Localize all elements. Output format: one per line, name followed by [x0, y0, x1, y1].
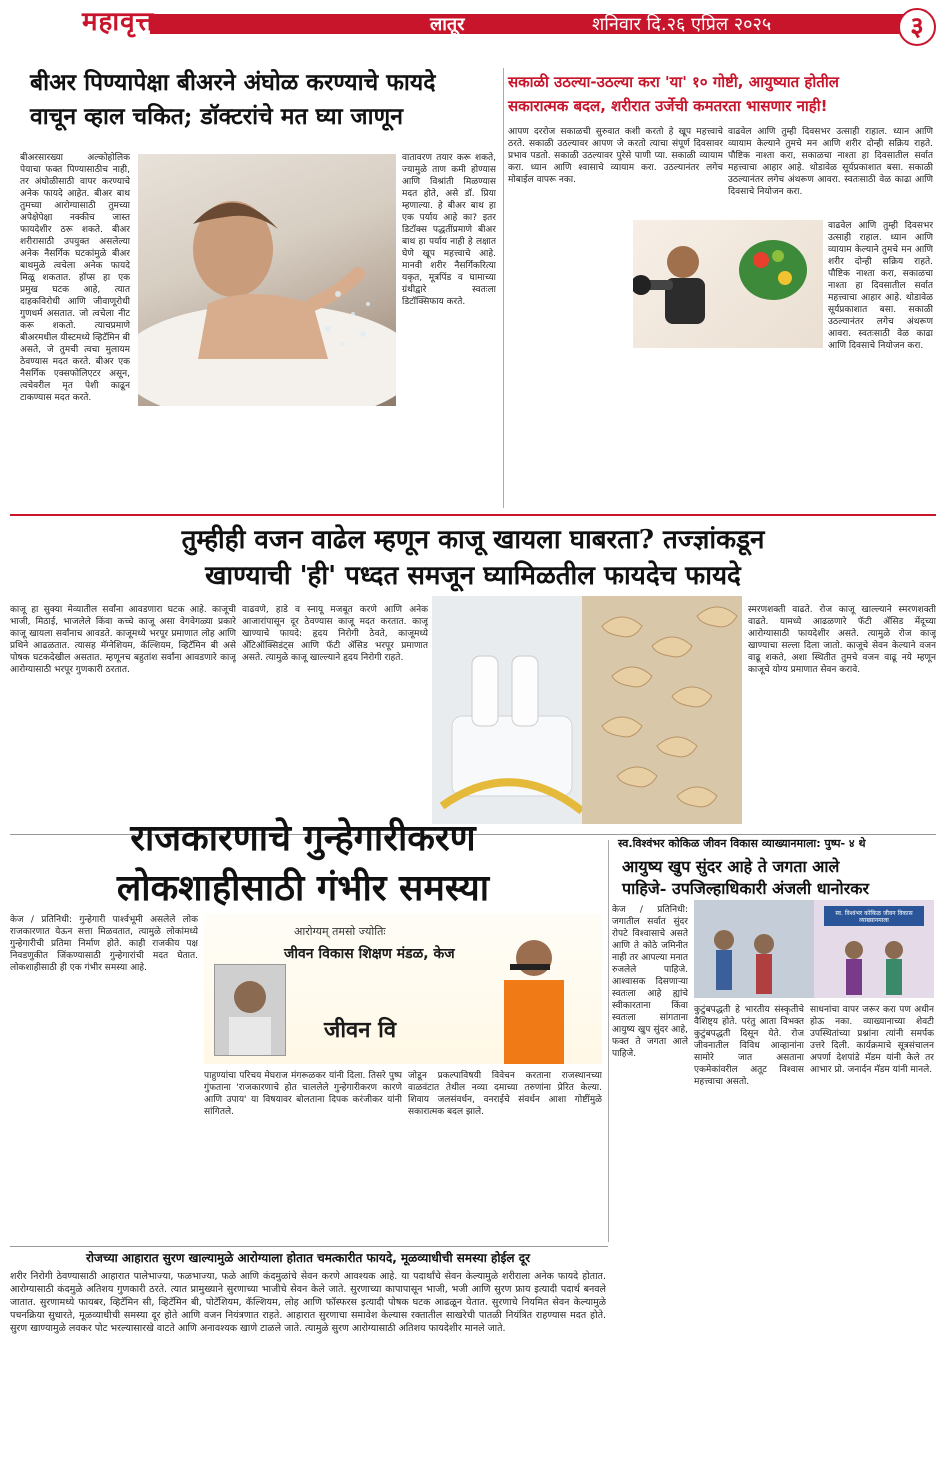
- article-politics-col2: पाहुण्यांचा परिचय मेघराज मंगरूळकर यांनी दिला. तिसरे पुष्प गुंफताना 'राजकारणाचे होत चाललेले गुन्हेगारीकरण कारणे आणि उपाय' या विषयावर बोलताना दिपक करंजीकर यांनी सांगितले.: [204, 1071, 402, 1117]
- cashew-illustration: [432, 596, 742, 824]
- article-life-col3: साधनांचा वापर जरूर करा पण अधीन होऊ नका. व्याख्यानाच्या शेवटी उपस्थितांच्या प्रश्नांना त्यांनी समर्पक उत्तरे दिली. कार्यक्रमाचे सूत्रसंचालन अपर्णा देशपांडे मॅडम यांनी केले तर आभार प्रो. जनार्दन मॅडम यांनी मानले.: [810, 1005, 934, 1075]
- article-suran-body: शरीर निरोगी ठेवण्यासाठी आहारात पालेभाज्या, फळभाज्या, फळे आणि कंदमुळांचे सेवन करणे आवश्यक आहे. या पदार्थांचे सेवन केल्यामुळे शरीराला अनेक फायदे होतात. आरोग्यासाठी कंदमुळे अतिशय गुणकारी ठरते. त्यात प्रामुख्याने सुरणाच्या भाजीचे सेवन केले जाते. सुरणाच्या कापापासून भाजी, भजी आणि सुरण फ्राय इत्यादी पदार्थ बनवले जातात. सुरणामध्ये फायबर, व्हिटॅमिन सी, व्हिटॅमिन बी, पोटॅशियम, कॅल्शियम, लोह आणि फॉस्फरस इत्यादी पोषक घटक आढळून येतात. सुरणाचे नियमित सेवन केल्यामुळे पचनक्रिया सुधारते, मूळव्याधीची समस्या दूर होते आणि वजन नियंत्रणात राहते. आहारात सुरणाचा समावेश केल्यास रक्तातील साखरेची पातळी नियंत्रित राहण्यास मदत होते. सुरण खाण्यामुळे लवकर पोट भरल्यासारखे वाटते आणि अनावश्यक खाणे टाळले जाते. त्यामुळे सुरण आरोग्यासाठी अतिशय फायदेशीर मानले जाते.: [10, 1271, 606, 1334]
- edition-date: शनिवार दि.२६ एप्रिल २०२५: [592, 14, 772, 35]
- bath-illustration: [138, 154, 396, 406]
- article-life-beautiful: [612, 834, 936, 1474]
- article-beer-bath-title-line2: वाचून व्हाल चकित; डॉक्टरांचे मत घ्या जाणून: [30, 103, 403, 130]
- article-life-title-line2: पाहिजे- उपजिल्हाधिकारी अंजली धानोरकर: [622, 879, 870, 898]
- section-rule-3: [10, 1246, 608, 1247]
- article-morning-habits-title-line2: सकारात्मक बदल, शरीरात उर्जेची कमतरता भासणार नाही!: [508, 97, 828, 115]
- event-collage-photo: [694, 900, 934, 998]
- masthead: [0, 0, 945, 46]
- banner-line1: आरोग्यम् तमसो ज्योतिः: [294, 925, 386, 938]
- section-rule: [10, 514, 936, 516]
- column-divider-2: [608, 840, 609, 1242]
- article-beer-bath-col1: बीअरसारख्या अल्कोहोलिक पेयाचा फक्त पिण्यासाठीच नाही, तर अंघोळीसाठी वापर करण्याचे अनेक फायदे आहेत. बीअर बाथ तुमच्या आरोग्यासाठी तुमच्या अपेक्षेपेक्षा नक्कीच जास्त फायदेशीर ठरू शकते. बीअर शरीरासाठी उपयुक्त असलेल्या अनेक नैसर्गिक घटकांमुळे बीअर बाथमुळे त्वचेला अनेक फायदे मिळू शकतात. हॉप्स हा एक प्रमुख घटक आहे, त्यात दाहकविरोधी आणि जीवाणूरोधी गुणधर्म असतात. जो त्वचेला नीट करू शकतो. त्याचप्रमाणे बीअरमधील यीस्टमध्ये व्हिटॅमिन बी असते, जे तुमची त्वचा मुलायम ठेवण्यास मदत करते. बीअर एक नैसर्गिक एक्सफोलिएटर असून, त्वचेवरील मृत पेशी काढून टाकण्यास मदत करते.: [20, 153, 130, 403]
- fitness-illustration: [633, 220, 823, 348]
- article-cashew-title-line2: खाण्याची 'ही' पध्दत समजून घ्यामिळतील फायदेच फायदे: [205, 561, 741, 591]
- article-politics-col1: केज / प्रतिनिधी: गुन्हेगारी पार्श्वभूमी असलेले लोक राजकारणात येऊन सत्ता मिळवतात, त्यामुळे लोकांमध्ये गुन्हेगारीची प्रतिमा निर्माण होते. काही राजकीय पक्ष निवडणुकीत जिंकण्यासाठी गुन्हेगारांची मदत घेतात. लोकशाहीसाठी ही एक गंभीर समस्या आहे.: [10, 915, 198, 973]
- article-morning-habits-col1: आपण दररोज सकाळची सुरुवात कशी करतो हे खूप महत्त्वाचे ठरते. सकाळी उठल्यावर आपण जे करतो त्याचा संपूर्ण दिवसावर प्रभाव पडतो. सकाळी उठल्यावर पुरेसे पाणी प्या. सकाळी व्यायाम करा. ध्यान आणि श्वासाचे व्यायाम करा. उठल्यानंतर लगेच मोबाईल वापरू नका.: [508, 127, 723, 185]
- article-life-col2: कुटुंबपद्धती हे भारतीय संस्कृतीचे वैशिष्ट्य होते. परंतु आता विभक्त कुटुंबपद्धती दिसून येते. रोज जीवनातील विविध आव्हानांना सामोरे जात असताना एकमेकांवरील अतूट विश्वास महत्त्वाचा असतो.: [694, 1005, 804, 1087]
- collage-banner-text: स्व. विश्वंभर कोकिळ जीवन विकास व्याख्यानमाला: [835, 910, 913, 924]
- speaker-event-photo: [204, 914, 602, 1064]
- article-beer-bath: [10, 68, 500, 508]
- banner-line2: जीवन विकास शिक्षण मंडळ, केज: [284, 946, 455, 962]
- newspaper-logo: महावृत्त: [82, 7, 155, 37]
- article-politics-title-line1: राजकारणाचे गुन्हेगारीकरण: [130, 817, 476, 859]
- article-life-title-line1: आयुष्य खुप सुंदर आहे ते जगता आले: [622, 857, 840, 876]
- edition-city: लातूर: [430, 14, 465, 35]
- article-politics: [10, 812, 606, 1244]
- article-cashew-title-line1: तुम्हीही वजन वाढेल म्हणून काजू खायला घाबरता? तज्ज्ञांकडून: [181, 525, 765, 555]
- article-cashew-col1: काजू हा सुक्या मेव्यातील सर्वांना आवडणारा घटक आहे. काजूची भाजी, मिठाई, भाजलेले किंवा कच्चे काजू असा वेगवेगळ्या प्रकारे काजू खायला सर्वांनाच आवडते. काजूमध्ये भरपूर प्रमाणात लोह आणि प्रथिने आढळतात. त्यासह मॅग्नेशियम, कॅल्शियम, व्हिटॅमिन बी असे पोषक घटकदेखील असतात. म्हणूनच बहुतांश सर्वांना आवडणारे काजू आरोग्यासाठी भरपूर गुणकारी ठरतात.: [10, 605, 236, 675]
- speaker-illustration: [474, 924, 594, 1064]
- article-suran: [10, 1250, 606, 1480]
- article-morning-habits-title-line1: सकाळी उठल्या-उठल्या करा 'या' १० गोष्टी, आयुष्यात होतील: [508, 73, 839, 91]
- portrait-inset: [214, 964, 286, 1056]
- article-cashew: [10, 524, 936, 830]
- article-life-kicker: स्व.विश्वंभर कोकिळ जीवन विकास व्याख्यानमाला: पुष्प- ४ थे: [618, 837, 866, 850]
- article-life-col1: केज / प्रतिनिधी: जगातील सर्वात सुंदर रोपटे विश्वासाचे असते आणि ते कोठे जमिनीत नाही तर आपल्या मनात रुजलेले पाहिजे. आश्वासक दिसणाऱ्या स्वतःला आहे ह्यांचे स्वीकारताना किंवा स्वतःला सांगताना आयुष्य खुप सुंदर आहे, फक्त ते जगता आले पाहिजे.: [612, 905, 688, 1059]
- banner-line3: जीवन वि: [324, 1018, 397, 1043]
- article-beer-bath-col2: वातावरण तयार करू शकते, ज्यामुळे ताण कमी होण्यास आणि विश्रांती मिळण्यास मदत होते, असे डॉ. प्रिया म्हणाल्या. हे बीअर बाथ हा एक पर्याय आहे का? इतर डिटॉक्स पद्धतींप्रमाणे बीअर बाथ हा पर्याय नाही हे लक्षात घेणे खूप महत्त्वाचे आहे. मानवी शरीर नैसर्गिकरित्या यकृत, मूत्रपिंड व घामाच्या ग्रंथीद्वारे स्वतःला डिटॉक्सिफाय करते.: [402, 153, 496, 307]
- page-number: ३: [898, 8, 936, 46]
- article-politics-title-line2: लोकशाहीसाठी गंभीर समस्या: [116, 867, 490, 909]
- article-morning-habits-col2b: वाढवेल आणि तुम्ही दिवसभर उत्साही राहाल. ध्यान आणि व्यायाम केल्याने तुमचे मन आणि शरीर दोन्ही सक्रिय राहते. पौष्टिक नाश्ता करा, सकाळचा नाश्ता हा दिवसातील सर्वात महत्त्वाचा आहार आहे. थोडावेळ सूर्यप्रकाशात बसा. सकाळी उठल्यानंतर लगेच अंथरूण आवरा. स्वतःसाठी वेळ काढा आणि दिवसाचे नियोजन करा.: [828, 221, 933, 351]
- article-politics-col3: जोडून प्रकल्पाविषयी विवेचन करताना राजस्थानच्या वाळवंटात तेथील नव्या दमाच्या तरुणांना प्रेरित केल्या. शिवाय जलसंवर्धन, वनराईचे संवर्धन आशा गोष्टींमुळे सकारात्मक बदल झाले.: [408, 1071, 602, 1117]
- article-beer-bath-title-line1: बीअर पिण्यापेक्षा बीअरने अंघोळ करण्याचे फायदे: [30, 69, 436, 96]
- woman-bath-photo: [138, 154, 396, 406]
- article-morning-habits: [508, 72, 936, 512]
- column-divider: [503, 68, 504, 508]
- speaker-figure: [474, 924, 594, 1064]
- article-cashew-col2: वाढवणे, हाडे व स्नायू मजबूत करणे आणि अनेक आजारांपासून दूर ठेवण्यास काजू मदत करतात. काजू खाण्याचे फायदे: हृदय निरोगी ठेवते, काजूमध्ये अँटिऑक्सिडंट्स आणि फॅटी ॲसिड भरपूर प्रमाणात असते. त्यामुळे काजू खाल्ल्याने हृदय निरोगी राहते.: [242, 605, 428, 663]
- article-suran-title: रोजच्या आहारात सुरण खाल्यामुळे आरोग्याला होतात चमत्कारीत फायदे, मूळव्याधीची समस्या होईल दूर: [86, 1251, 530, 1265]
- masthead-bar: [150, 14, 920, 34]
- article-morning-habits-col2: वाढवेल आणि तुम्ही दिवसभर उत्साही राहाल. ध्यान आणि व्यायाम केल्याने तुमचे मन आणि शरीर दोन्ही सक्रिय राहते. पौष्टिक नाश्ता करा, सकाळचा नाश्ता हा दिवसातील सर्वात महत्त्वाचा आहार आहे. थोडावेळ सूर्यप्रकाशात बसा. सकाळी उठल्यानंतर लगेच अंथरूण आवरा. स्वतःसाठी वेळ काढा आणि दिवसाचे नियोजन करा.: [728, 127, 933, 197]
- portrait-illustration: [215, 965, 285, 1055]
- article-cashew-col3: स्मरणशक्ती वाढते. रोज काजू खाल्ल्याने स्मरणशक्ती वाढते. यामध्ये आढळणारे फॅटी ॲसिड मेंदूच्या आरोग्यासाठी फायदेशीर असते. त्यामुळे रोज काजू खाण्याचा सल्ला दिला जातो. काजूचे सेवन केल्याने वजन वाढू शकते, अशा स्थितीत तुमचे वजन वाढू नये म्हणून काजूचे योग्य प्रमाणात सेवन करावे.: [748, 605, 936, 675]
- fitness-food-photo: [633, 220, 823, 348]
- scale-cashew-photo: [432, 596, 742, 824]
